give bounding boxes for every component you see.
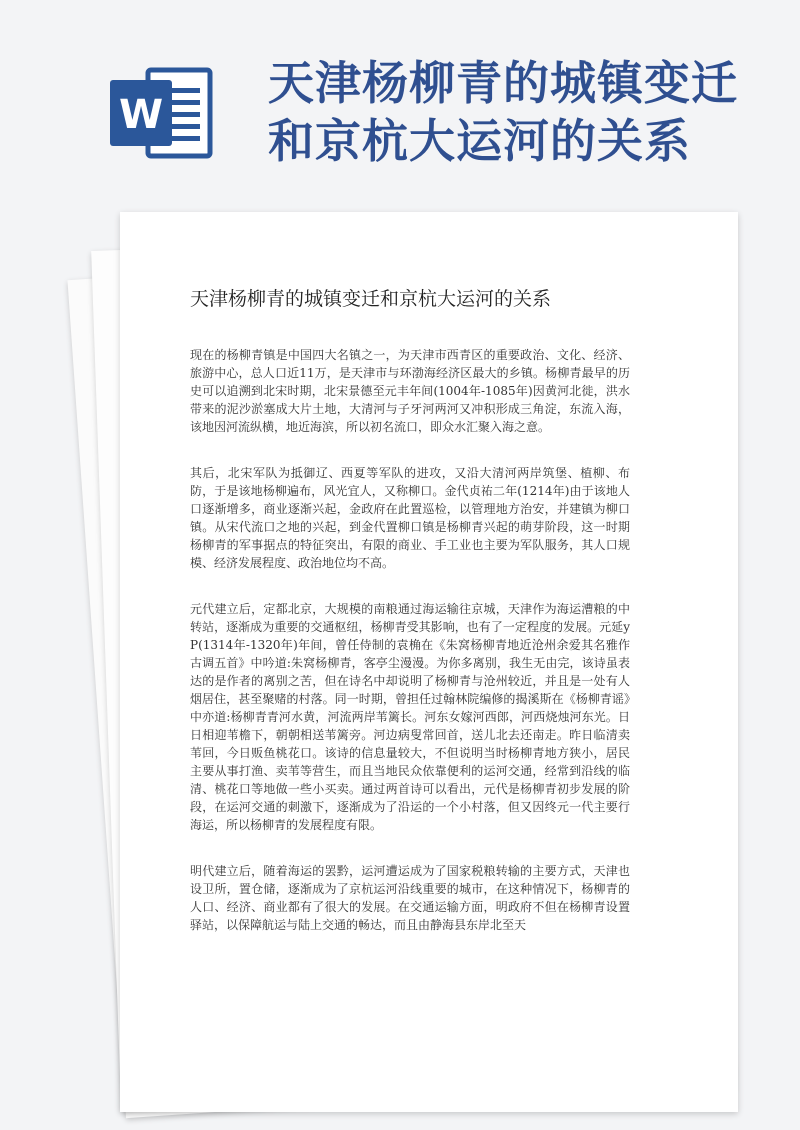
document-title: 天津杨柳青的城镇变迁和京杭大运河的关系 bbox=[190, 288, 552, 310]
svg-text:W: W bbox=[118, 92, 164, 138]
word-document-icon bbox=[108, 66, 218, 160]
banner-title-line2: 和京杭大运河的关系 bbox=[268, 114, 691, 168]
banner-title bbox=[268, 54, 768, 170]
banner-title-line1: 天津杨柳青的城镇变迁 bbox=[268, 56, 738, 110]
banner bbox=[0, 0, 800, 190]
paragraph-1: 现在的杨柳青镇是中国四大名镇之一，为天津市西青区的重要政治、文化、经济、旅游中心，总人口近11万，是天津市与环渤海经济区最大的乡镇。杨柳青最早的历史可以追溯到北宋时期，北宋景德至元丰年间(1004年-1085年)因黄河北徙，洪水带来的泥沙淤塞成大片土地，大清河与子牙河两河又冲积形成三角淀，东流入海，该地因河流纵横，地近海滨，所以初名流口，即众水汇聚入海之意。 bbox=[190, 348, 630, 434]
paragraph-4: 明代建立后，随着海运的罢黔，运河遭运成为了国家税粮转输的主要方式，天津也设卫所，置仓储，逐渐成为了京杭运河沿线重要的城市，在这种情况下，杨柳青的人口、经济、商业都有了很大的发展。在交通运输方面，明政府不但在杨柳青设置驿站，以保障航运与陆上交通的畅达，而且由静海县东岸北至天 bbox=[190, 864, 630, 932]
document-body bbox=[190, 346, 630, 962]
paragraph-2: 其后，北宋军队为抵御辽、西夏等军队的进攻，又沿大清河两岸筑堡、植柳、布防，于是该地杨柳遍布，风光宜人，又称柳口。金代贞祐二年(1214年)由于该地人口逐渐增多，商业逐渐兴起，金政府在此置巡检，以管理地方治安，并建镇为柳口镇。从宋代流口之地的兴起，到金代置柳口镇是杨柳青兴起的萌芽阶段，这一时期杨柳青的军事据点的特征突出，有限的商业、手工业也主要为军队服务，其人口规模、经济发展程度、政治地位均不高。 bbox=[190, 466, 630, 570]
paragraph-3: 元代建立后，定都北京，大规模的南粮通过海运输往京城，天津作为海运漕粮的中转站，逐渐成为重要的交通枢纽，杨柳青受其影响，也有了一定程度的发展。元延yP(1314年-1320年)年间，曾任侍制的袁桷在《朱窝杨柳青地近沧州余爱其名雅作古调五首》中吟道:朱窝杨柳青，客亭尘漫漫。为你多离别，我生无由完，该诗虽表达的是作者的离别之苦，但在诗名中却说明了杨柳青与沧州较近，并且是一处有人烟居住，甚至聚赌的村落。同一时期，曾担任过翰林院编修的揭溪斯在《杨柳青谣》中亦道:杨柳青青河水黄，河流两岸苇篱长。河东女嫁河西郎，河西烧烛河东光。日日相迎苇檐下，朝朝相送苇篱旁。河边病叟常回首，送儿北去还南走。昨日临清卖苇回，今日贩鱼桃花口。该诗的信息量较大，不但说明当时杨柳青地方狭小，居民主要从事打渔、卖苇等营生，而且当地民众依靠便利的运河交通，经常到沿线的临清、桃花口等地做一些小买卖。通过两首诗可以看出，元代是杨柳青初步发展的阶段，在运河交通的刺激下，逐渐成为了沿运的一个小村落，但又因终元一代主要行海运，所以杨柳青的发展程度有限。 bbox=[190, 602, 630, 832]
